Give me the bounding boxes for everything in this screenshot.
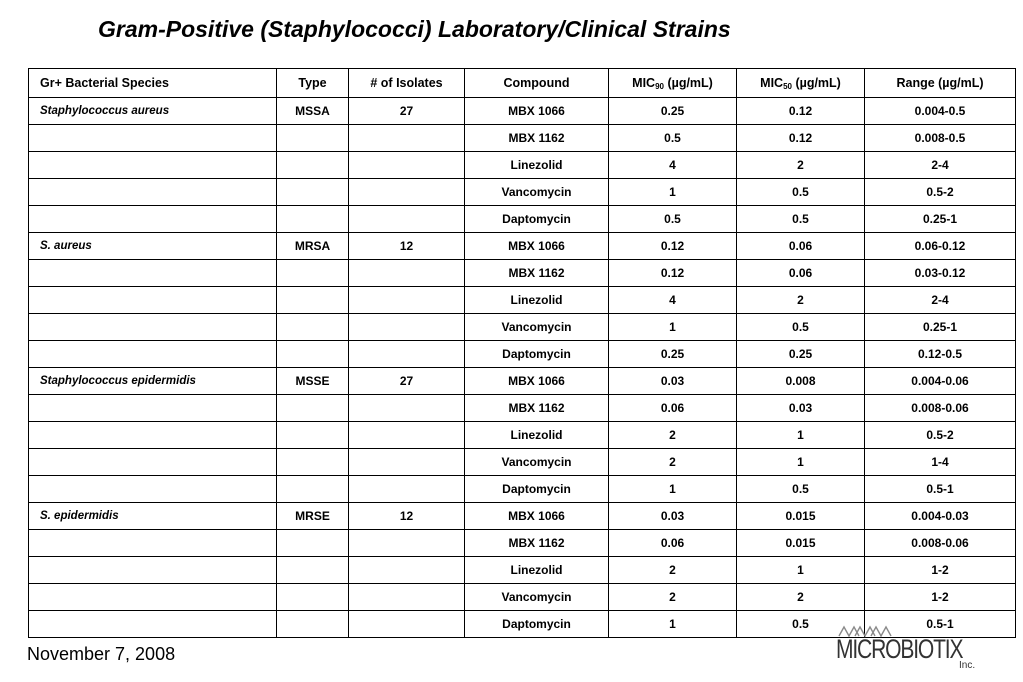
mic90-cell: 2 (609, 449, 737, 476)
compound-cell: Linezolid (465, 152, 609, 179)
header-species: Gr+ Bacterial Species (29, 69, 277, 98)
range-cell: 1-4 (865, 449, 1016, 476)
mic90-cell: 0.12 (609, 233, 737, 260)
mic50-cell: 1 (737, 449, 865, 476)
type-cell (277, 152, 349, 179)
isolates-cell (349, 125, 465, 152)
table-row (29, 125, 1016, 152)
range-cell: 0.12-0.5 (865, 341, 1016, 368)
species-cell (29, 206, 277, 233)
mic90-cell: 0.06 (609, 395, 737, 422)
microbiotix-logo (833, 624, 983, 676)
table-row (29, 557, 1016, 584)
species-cell (29, 179, 277, 206)
species-cell (29, 476, 277, 503)
isolates-cell (349, 422, 465, 449)
compound-cell: MBX 1162 (465, 260, 609, 287)
range-cell: 0.008-0.5 (865, 125, 1016, 152)
type-cell (277, 557, 349, 584)
mic90-cell: 4 (609, 287, 737, 314)
species-cell: Staphylococcus aureus (29, 98, 277, 125)
mic50-cell: 0.5 (737, 314, 865, 341)
range-cell: 0.5-2 (865, 179, 1016, 206)
mic50-cell: 2 (737, 584, 865, 611)
compound-cell: Daptomycin (465, 206, 609, 233)
species-cell (29, 260, 277, 287)
isolates-cell (349, 206, 465, 233)
header-type: Type (277, 69, 349, 98)
mic50-cell: 1 (737, 557, 865, 584)
table-row (29, 422, 1016, 449)
isolates-cell (349, 179, 465, 206)
species-cell (29, 341, 277, 368)
type-cell: MSSE (277, 368, 349, 395)
species-cell (29, 449, 277, 476)
mic90-cell: 0.25 (609, 341, 737, 368)
type-cell: MSSA (277, 98, 349, 125)
mic90-cell: 0.03 (609, 368, 737, 395)
isolates-cell (349, 260, 465, 287)
range-cell: 0.25-1 (865, 206, 1016, 233)
species-cell (29, 530, 277, 557)
isolates-cell (349, 584, 465, 611)
type-cell (277, 449, 349, 476)
mic90-cell: 0.03 (609, 503, 737, 530)
table-row (29, 260, 1016, 287)
isolates-cell (349, 314, 465, 341)
table-row (29, 503, 1016, 530)
compound-cell: MBX 1066 (465, 368, 609, 395)
compound-cell: Vancomycin (465, 179, 609, 206)
compound-cell: MBX 1066 (465, 503, 609, 530)
compound-cell: Daptomycin (465, 611, 609, 638)
mic90-cell: 2 (609, 584, 737, 611)
species-cell (29, 422, 277, 449)
mic50-cell: 0.5 (737, 476, 865, 503)
compound-cell: MBX 1162 (465, 395, 609, 422)
range-cell: 0.5-1 (865, 476, 1016, 503)
isolates-cell: 27 (349, 98, 465, 125)
table-row (29, 206, 1016, 233)
isolates-cell (349, 611, 465, 638)
header-range: Range (µg/mL) (865, 69, 1016, 98)
header-mic50 (737, 69, 865, 98)
isolates-cell (349, 449, 465, 476)
range-cell: 1-2 (865, 584, 1016, 611)
compound-cell: Daptomycin (465, 341, 609, 368)
header-mic90-subscript: 90 (655, 81, 664, 91)
range-cell: 1-2 (865, 557, 1016, 584)
header-mic50-subscript: 50 (783, 81, 792, 91)
mic90-cell: 0.12 (609, 260, 737, 287)
header-mic50-unit: (µg/mL) (791, 75, 841, 90)
type-cell (277, 395, 349, 422)
table-body (29, 98, 1016, 638)
isolates-cell: 27 (349, 368, 465, 395)
isolates-cell (349, 530, 465, 557)
species-cell (29, 584, 277, 611)
range-cell: 0.25-1 (865, 314, 1016, 341)
type-cell (277, 611, 349, 638)
isolates-cell (349, 152, 465, 179)
mic50-cell: 0.12 (737, 125, 865, 152)
table-row (29, 368, 1016, 395)
range-cell: 0.06-0.12 (865, 233, 1016, 260)
range-cell: 0.03-0.12 (865, 260, 1016, 287)
table-row (29, 314, 1016, 341)
type-cell (277, 206, 349, 233)
type-cell (277, 584, 349, 611)
mic50-cell: 1 (737, 422, 865, 449)
range-cell: 0.004-0.03 (865, 503, 1016, 530)
mic50-cell: 0.5 (737, 206, 865, 233)
mic50-cell: 0.008 (737, 368, 865, 395)
mic50-cell: 0.12 (737, 98, 865, 125)
species-cell (29, 152, 277, 179)
compound-cell: MBX 1162 (465, 125, 609, 152)
mic50-cell: 0.06 (737, 233, 865, 260)
mic90-cell: 0.25 (609, 98, 737, 125)
mic90-cell: 2 (609, 422, 737, 449)
isolates-cell: 12 (349, 233, 465, 260)
table-row (29, 179, 1016, 206)
table-row (29, 476, 1016, 503)
footer-date: November 7, 2008 (27, 644, 176, 664)
table-row (29, 530, 1016, 557)
mic50-cell: 0.03 (737, 395, 865, 422)
type-cell (277, 287, 349, 314)
isolates-cell (349, 395, 465, 422)
table-row (29, 584, 1016, 611)
mic50-cell: 2 (737, 287, 865, 314)
mic50-cell: 0.5 (737, 179, 865, 206)
table-row (29, 449, 1016, 476)
type-cell (277, 179, 349, 206)
range-cell: 0.5-1 (865, 611, 1016, 638)
header-isolates: # of Isolates (349, 69, 465, 98)
mic50-cell: 0.25 (737, 341, 865, 368)
mic50-cell: 0.5 (737, 611, 865, 638)
logo-inc: Inc. (959, 660, 976, 671)
isolates-cell: 12 (349, 503, 465, 530)
mic50-cell: 0.015 (737, 503, 865, 530)
species-cell (29, 314, 277, 341)
header-mic90 (609, 69, 737, 98)
compound-cell: Vancomycin (465, 449, 609, 476)
mic90-cell: 4 (609, 152, 737, 179)
header-mic90-label: MIC (632, 75, 656, 90)
type-cell (277, 476, 349, 503)
table-row (29, 98, 1016, 125)
compound-cell: Linezolid (465, 557, 609, 584)
species-cell (29, 557, 277, 584)
mic50-cell: 0.015 (737, 530, 865, 557)
compound-cell: MBX 1066 (465, 98, 609, 125)
compound-cell: Daptomycin (465, 476, 609, 503)
species-cell (29, 395, 277, 422)
species-cell: Staphylococcus epidermidis (29, 368, 277, 395)
table-row (29, 152, 1016, 179)
type-cell (277, 422, 349, 449)
isolates-cell (349, 287, 465, 314)
compound-cell: Linezolid (465, 422, 609, 449)
range-cell: 2-4 (865, 152, 1016, 179)
mic90-cell: 1 (609, 611, 737, 638)
table-row (29, 233, 1016, 260)
table-row (29, 287, 1016, 314)
compound-cell: Vancomycin (465, 584, 609, 611)
range-cell: 0.5-2 (865, 422, 1016, 449)
species-cell (29, 611, 277, 638)
range-cell: 0.004-0.5 (865, 98, 1016, 125)
table-row (29, 395, 1016, 422)
range-cell: 0.008-0.06 (865, 530, 1016, 557)
mic90-cell: 2 (609, 557, 737, 584)
species-cell (29, 287, 277, 314)
slide-title: Gram-Positive (Staphylococci) Laboratory/Clinical Strains (98, 16, 731, 42)
type-cell (277, 530, 349, 557)
mic90-cell: 0.5 (609, 125, 737, 152)
type-cell (277, 260, 349, 287)
table-row (29, 341, 1016, 368)
mic90-cell: 1 (609, 179, 737, 206)
header-mic90-unit: (µg/mL) (663, 75, 713, 90)
mic90-cell: 0.06 (609, 530, 737, 557)
isolates-cell (349, 341, 465, 368)
header-compound: Compound (465, 69, 609, 98)
logo-wordmark: MICROBIOTIX (836, 634, 963, 664)
table-header-row (29, 69, 1016, 98)
range-cell: 2-4 (865, 287, 1016, 314)
type-cell: MRSA (277, 233, 349, 260)
type-cell (277, 341, 349, 368)
compound-cell: MBX 1066 (465, 233, 609, 260)
species-cell: S. aureus (29, 233, 277, 260)
range-cell: 0.004-0.06 (865, 368, 1016, 395)
mic50-cell: 2 (737, 152, 865, 179)
mic90-cell: 1 (609, 314, 737, 341)
compound-cell: Linezolid (465, 287, 609, 314)
mic90-cell: 1 (609, 476, 737, 503)
type-cell (277, 314, 349, 341)
species-cell (29, 125, 277, 152)
header-mic50-label: MIC (760, 75, 784, 90)
type-cell: MRSE (277, 503, 349, 530)
isolates-cell (349, 476, 465, 503)
isolates-cell (349, 557, 465, 584)
species-cell: S. epidermidis (29, 503, 277, 530)
type-cell (277, 125, 349, 152)
mic-data-table (28, 68, 1016, 638)
compound-cell: MBX 1162 (465, 530, 609, 557)
range-cell: 0.008-0.06 (865, 395, 1016, 422)
mic90-cell: 0.5 (609, 206, 737, 233)
compound-cell: Vancomycin (465, 314, 609, 341)
mic50-cell: 0.06 (737, 260, 865, 287)
